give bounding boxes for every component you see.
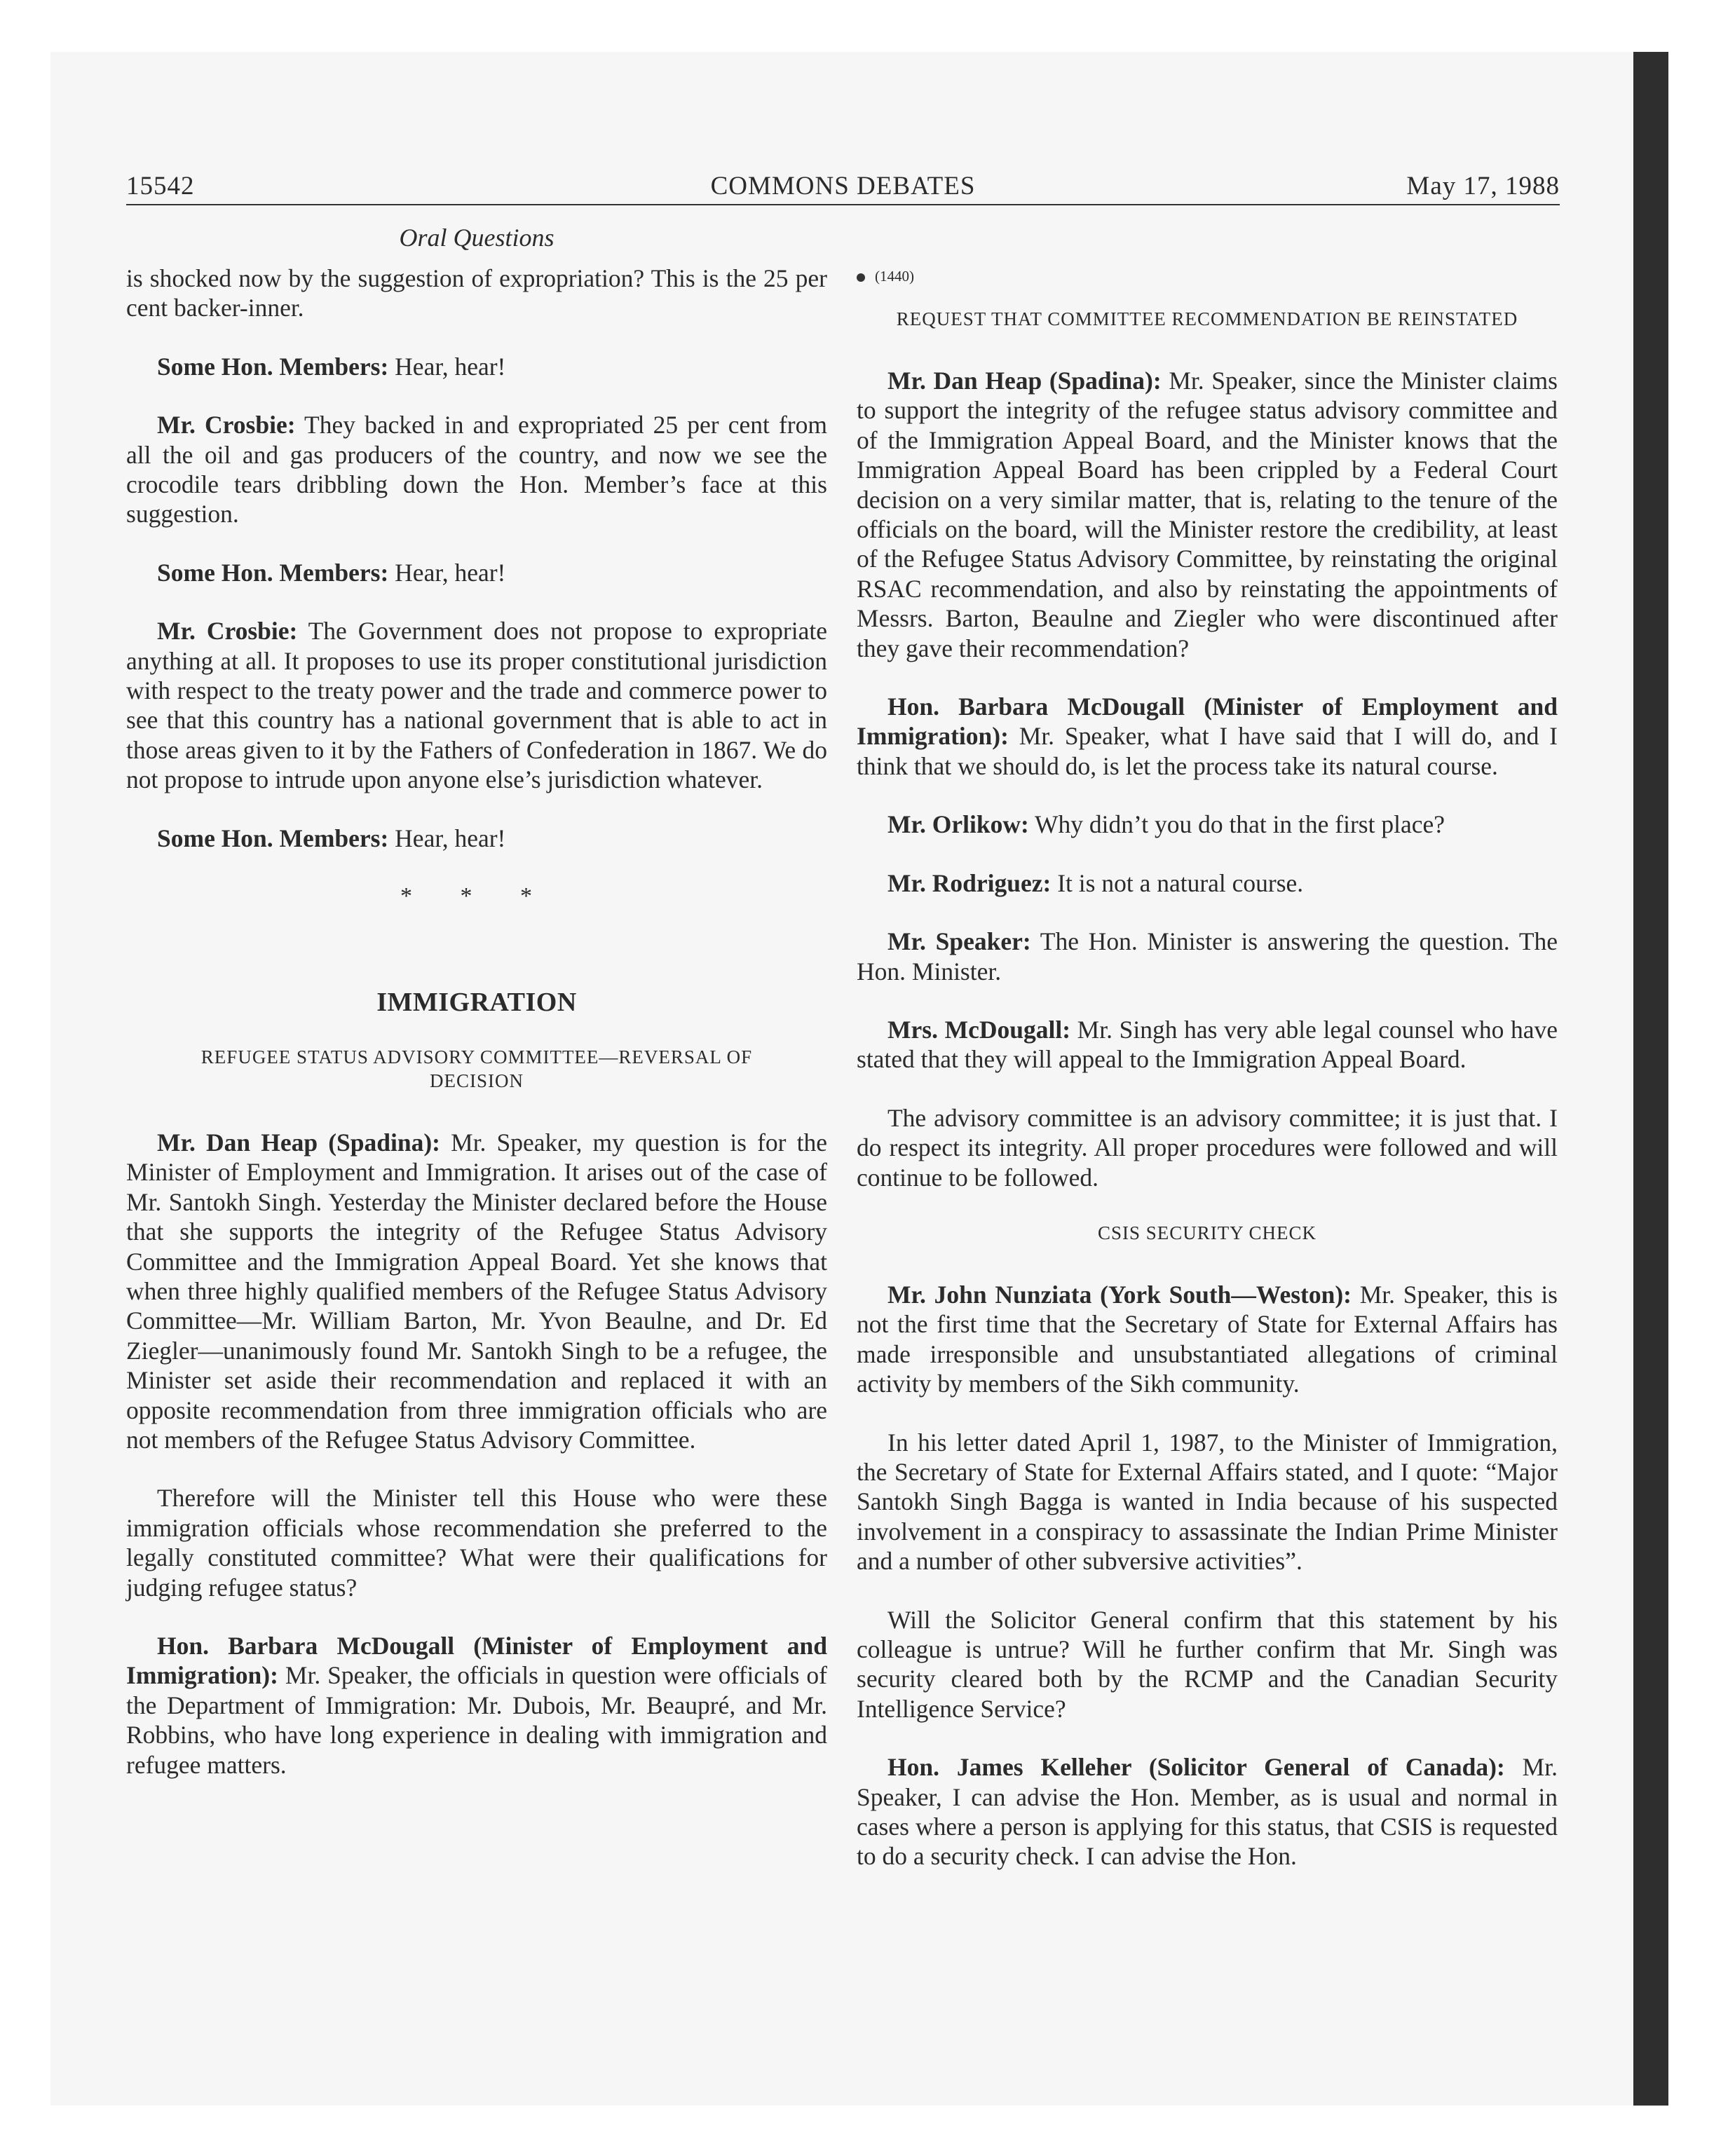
speaker-name: Mr. John Nunziata (York South—Weston): — [887, 1280, 1352, 1309]
speech-text: Mr. Singh has very able legal counsel who have stated that they will appeal to the Immigration Appeal Board. — [857, 1015, 1558, 1074]
paragraph — [857, 927, 1558, 986]
paragraph — [857, 1015, 1558, 1074]
paragraph — [857, 868, 1558, 898]
page-header — [126, 171, 1560, 206]
paragraph: The advisory committee is an advisory committee; it is just that. I do respect its integrity. All proper procedures were followed and will continue to be followed. — [857, 1103, 1558, 1192]
speech-text: Why didn’t you do that in the first place? — [1028, 810, 1445, 839]
speaker-name: Some Hon. Members: — [157, 558, 389, 587]
header-rule — [126, 204, 1560, 205]
speech-text: It is not a natural course. — [1051, 868, 1304, 897]
paragraph: is shocked now by the suggestion of expropriation? This is the 25 per cent backer-inner. — [126, 264, 827, 322]
paragraph — [126, 558, 827, 587]
paragraph — [126, 616, 827, 794]
speech-text: Hear, hear! — [388, 352, 506, 381]
bullet-icon — [857, 273, 865, 282]
speech-text: Mr. Speaker, what I have said that I will do, and I think that we should do, is let the process take its natural course. — [857, 722, 1558, 780]
speech-text: Mr. Speaker, my question is for the Minister of Employment and Immigration. It arises out of the case of Mr. Santokh Singh. Yesterday the Minister declared before the House that she supports the integrity of the Refugee Status Advisory Committee and the Immigration Appeal Board. Yet she knows that when three highly qualified members of the Refugee Status Advisory Committee—Mr. William Barton, Mr. Yvon Beaulne, and Dr. Ed Ziegler—unanimously found Mr. Santokh Singh to be a refugee, the Minister set aside their recommendation and replaced it with an opposite recommendation from three immigration officials who are not members of the Refugee Status Advisory Committee. — [126, 1128, 827, 1454]
speaker-name: Mr. Dan Heap (Spadina): — [157, 1128, 441, 1157]
speaker-name: Hon. James Kelleher (Solicitor General of Canada): — [887, 1753, 1505, 1782]
right-column — [857, 264, 1558, 1900]
speaker-name: Mr. Orlikow: — [887, 810, 1029, 839]
speaker-name: Mr. Dan Heap (Spadina): — [887, 367, 1162, 395]
speech-text: Hear, hear! — [388, 558, 506, 587]
page-number: 15542 — [126, 172, 195, 200]
paragraph — [126, 1631, 827, 1780]
speech-text: Hear, hear! — [388, 824, 506, 852]
paragraph: Therefore will the Minister tell this House who were these immigration officials whose recommendation she preferred to the legally constituted committee? What were their qualifications for judging refugee status? — [126, 1484, 827, 1602]
speech-text: The Government does not propose to expropriate anything at all. It proposes to use its proper constitutional jurisdiction with respect to the treaty power and the trade and commerce power to see that this country has a national government that is able to act in those areas given to it by the Fathers of Confederation in 1867. We do not propose to intrude upon anyone else’s jurisdiction whatever. — [126, 617, 827, 794]
timecode — [857, 264, 1558, 289]
section-break-stars: * * * — [400, 883, 553, 910]
paragraph — [126, 824, 827, 853]
paragraph — [126, 352, 827, 381]
paragraph — [126, 1128, 827, 1454]
paragraph: Will the Solicitor General confirm that this statement by his colleague is untrue? Will he further confirm that Mr. Singh was security cleared both by the RCMP and the Canadian Security Intelligence Service? — [857, 1605, 1558, 1723]
speaker-name: Mr. Crosbie: — [157, 617, 298, 646]
speaker-name: Hon. Barbara McDougall (Minister of Employment and Immigration): — [857, 692, 1558, 751]
speech-text: Mr. Speaker, this is not the first time that the Secretary of State for External Affairs has made irresponsible and unsubstantiated allegations of criminal activity by members of the Sikh community. — [857, 1280, 1558, 1398]
publication-date: May 17, 1988 — [1406, 172, 1560, 200]
speech-text: Mr. Speaker, I can advise the Hon. Member, as is usual and normal in cases where a person is applying for this status, that CSIS is requested to do a security check. I can advise the Hon. — [857, 1753, 1558, 1871]
speaker-name: Some Hon. Members: — [157, 824, 389, 852]
speaker-name: Mr. Rodriguez: — [887, 868, 1052, 897]
speech-text: Mr. Speaker, the officials in question were officials of the Department of Immigration: Mr. Dubois, Mr. Beaupré, and Mr. Robbins, who have long experience in dealing with immigration and refugee matters. — [126, 1661, 827, 1779]
speech-text: Mr. Speaker, since the Minister claims to support the integrity of the refugee status advisory committee and of the Immigration Appeal Board, and the Minister knows that the Immigration Appeal Board has been crippled by a Federal Court decision on a very similar matter, that is, relating to the tenure of the officials on the board, will the Minister restore the credibility, at least of the Refugee Status Advisory Committee, by reinstating the original RSAC recommendation, and also by reinstating the appointments of Messrs. Barton, Beaulne and Ziegler who were discontinued after they gave their recommendation? — [857, 367, 1558, 662]
paragraph — [857, 366, 1558, 663]
speech-text: They backed in and expropriated 25 per cent from all the oil and gas producers of the country, and now we see the crocodile tears dribbling down the Hon. Member’s face at this suggestion. — [126, 411, 827, 528]
paragraph — [857, 810, 1558, 839]
paragraph — [857, 1280, 1558, 1399]
publication-title: COMMONS DEBATES — [710, 172, 976, 200]
paragraph — [857, 1752, 1558, 1871]
paragraph — [126, 410, 827, 529]
left-column — [126, 264, 827, 1808]
speaker-name: Mr. Speaker: — [887, 927, 1031, 956]
speaker-name: Mr. Crosbie: — [157, 411, 296, 439]
timecode-text: (1440) — [875, 268, 914, 285]
speaker-name: Mrs. McDougall: — [887, 1015, 1071, 1044]
paragraph: In his letter dated April 1, 1987, to the Minister of Immigration, the Secretary of State for External Affairs stated, and I quote: “Major Santokh Singh Bagga is wanted in India because of his suspected involvement in a conspiracy to assassinate the Indian Prime Minister and a number of other subversive activities”. — [857, 1428, 1558, 1576]
speaker-name: Some Hon. Members: — [157, 352, 389, 381]
topic-subheading: REFUGEE STATUS ADVISORY COMMITTEE—REVERSAL OF DECISION — [200, 1046, 753, 1091]
topic-heading: IMMIGRATION — [376, 987, 577, 1017]
speaker-name: Hon. Barbara McDougall (Minister of Employment and Immigration): — [126, 1632, 827, 1690]
binding-edge — [1633, 52, 1668, 2106]
topic-subheading: CSIS SECURITY CHECK — [1097, 1222, 1317, 1243]
topic-subheading: REQUEST THAT COMMITTEE RECOMMENDATION BE REINSTATED — [896, 308, 1518, 329]
speech-text: The Hon. Minister is answering the question. The Hon. Minister. — [857, 927, 1558, 985]
section-label: Oral Questions — [399, 224, 554, 252]
paragraph — [857, 692, 1558, 781]
